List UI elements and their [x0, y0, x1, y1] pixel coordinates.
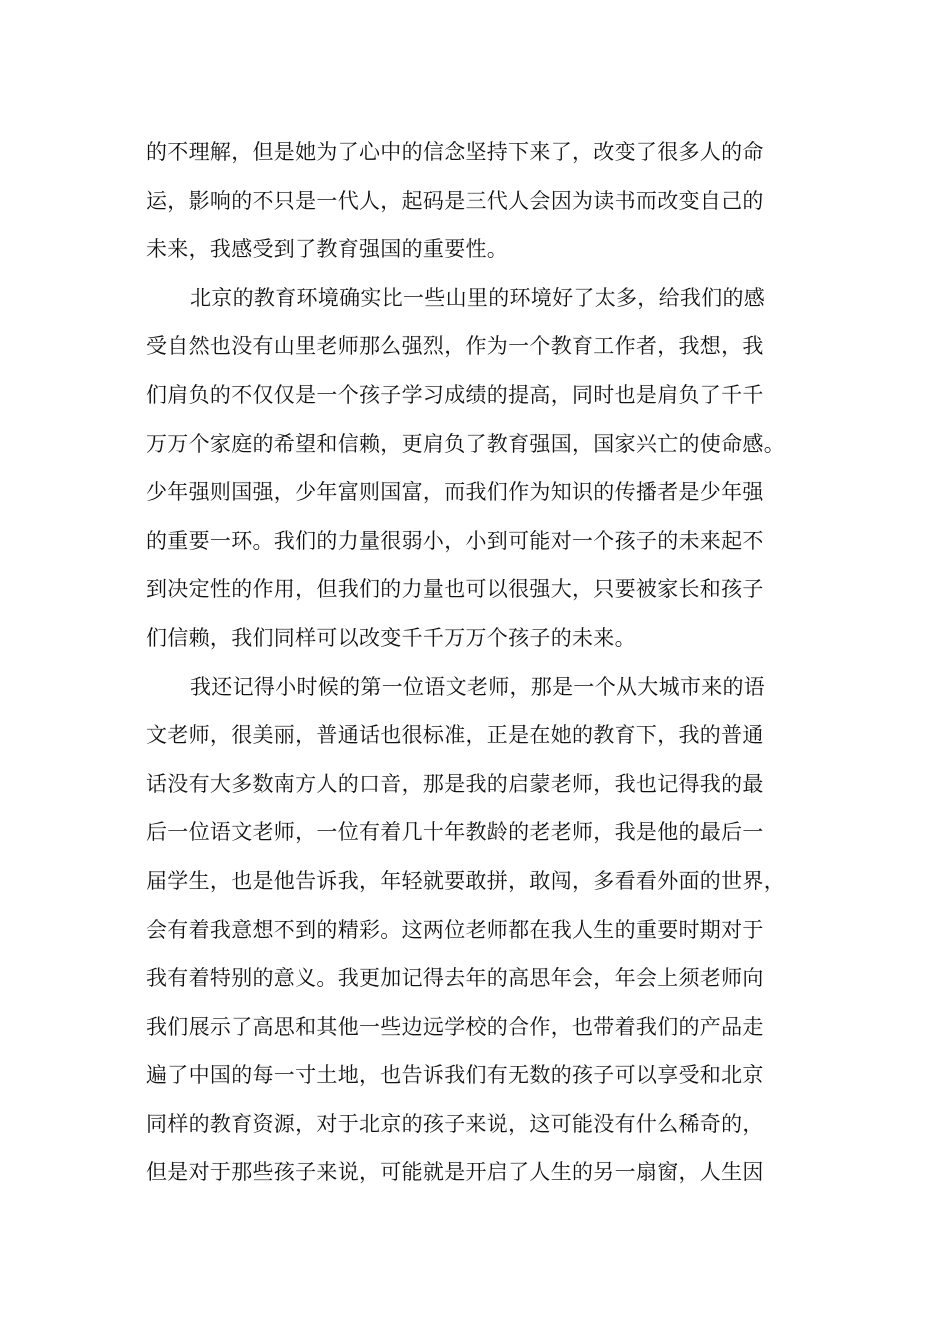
text-line: 同样的教育资源，对于北京的孩子来说，这可能没有什么稀奇的， [146, 1111, 764, 1136]
text-line: 后一位语文老师，一位有着几十年教龄的老老师，我是他的最后一 [146, 820, 764, 845]
text-line: 我们展示了高思和其他一些边远学校的合作，也带着我们的产品走 [146, 1014, 764, 1039]
text-line: 万万个家庭的希望和信赖，更肩负了教育强国，国家兴亡的使命感。 [146, 431, 785, 456]
text-line: 到决定性的作用，但我们的力量也可以很强大，只要被家长和孩子 [146, 577, 764, 602]
text-line: 文老师，很美丽，普通话也很标准，正是在她的教育下，我的普通 [146, 723, 764, 748]
text-line: 届学生，也是他告诉我，年轻就要敢拼，敢闯，多看看外面的世界， [146, 868, 785, 893]
text-line: 的不理解，但是她为了心中的信念坚持下来了，改变了很多人的命 [146, 140, 764, 164]
text-line: 我有着特别的意义。我更加记得去年的高思年会，年会上须老师向 [146, 966, 764, 991]
text-line: 们肩负的不仅仅是一个孩子学习成绩的提高，同时也是肩负了千千 [146, 382, 764, 407]
paragraph-first-line: 北京的教育环境确实比一些山里的环境好了太多，给我们的感 [190, 285, 766, 310]
text-line: 但是对于那些孩子来说，可能就是开启了人生的另一扇窗，人生因 [146, 1160, 764, 1185]
text-line: 受自然也没有山里老师那么强烈，作为一个教育工作者，我想，我 [146, 334, 764, 359]
text-line: 未来，我感受到了教育强国的重要性。 [146, 237, 509, 262]
text-line: 运，影响的不只是一代人，起码是三代人会因为读书而改变自己的 [146, 188, 764, 213]
paragraph-first-line: 我还记得小时候的第一位语文老师，那是一个从大城市来的语 [190, 674, 766, 699]
text-line: 的重要一环。我们的力量很弱小，小到可能对一个孩子的未来起不 [146, 528, 764, 553]
text-line: 少年强则国强，少年富则国富，而我们作为知识的传播者是少年强 [146, 480, 764, 505]
text-line: 们信赖，我们同样可以改变千千万万个孩子的未来。 [146, 625, 636, 650]
text-line: 话没有大多数南方人的口音，那是我的启蒙老师，我也记得我的最 [146, 771, 764, 796]
text-line: 会有着我意想不到的精彩。这两位老师都在我人生的重要时期对于 [146, 917, 764, 942]
text-line: 遍了中国的每一寸土地，也告诉我们有无数的孩子可以享受和北京 [146, 1063, 764, 1088]
body-text [146, 128, 826, 1197]
